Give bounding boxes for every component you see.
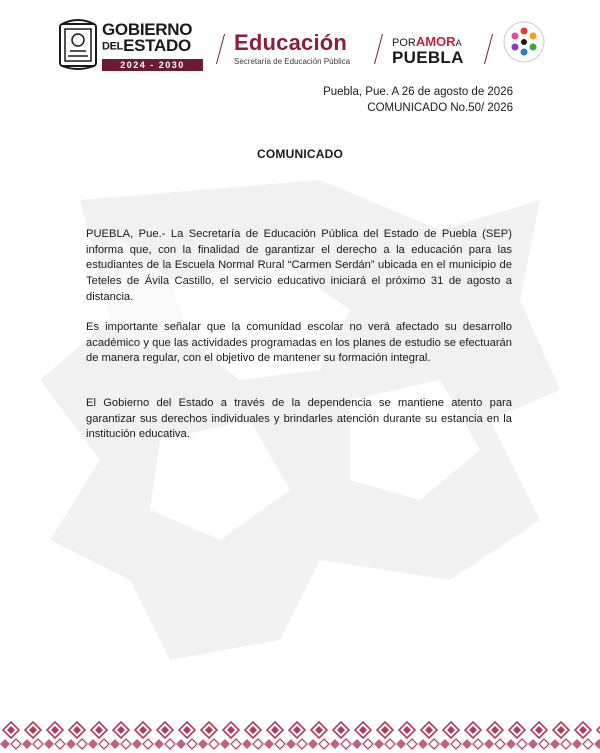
paragraph-3: El Gobierno del Estado a través de la dependencia se mantiene atento para garantizar sus derechos individuales y brindarles atención durante su estancia en la institución educativa. <box>86 397 512 441</box>
comunicado-number: COMUNICADO No.50/ 2026 <box>367 101 513 114</box>
header-separator <box>484 34 494 64</box>
decorative-border-pattern <box>0 718 600 753</box>
header-separator <box>374 34 384 64</box>
gobierno-years: 2024 - 2030 <box>102 59 203 71</box>
educacion-title: Educación <box>234 30 348 55</box>
date-block <box>323 85 513 116</box>
sep-seal-icon <box>502 20 546 64</box>
por-amor-logo <box>392 34 462 49</box>
document-heading: COMUNICADO <box>257 147 343 161</box>
letterhead <box>58 14 548 80</box>
por-text: POR <box>392 37 416 49</box>
amor-text: AMOR <box>415 34 456 49</box>
gobierno-estado: ESTADO <box>123 36 191 55</box>
gobierno-logo-text <box>102 22 192 55</box>
puebla-text: PUEBLA <box>392 48 464 67</box>
gobierno-line1: GOBIERNO <box>102 20 193 39</box>
place-date: Puebla, Pue. A 26 de agosto de 2026 <box>323 86 513 98</box>
a-text: A <box>455 38 462 48</box>
educacion-subtitle: Secretaría de Educación Pública <box>234 57 351 66</box>
state-shield-icon <box>58 18 98 72</box>
paragraph-2: Es importante señalar que la comunidad escolar no verá afectado su desarrollo académico y que las actividades programadas en los planes de estudio se efectuarán de manera regular, con el objetivo de mantener su formación integral. <box>86 321 512 365</box>
header-separator <box>216 34 226 64</box>
gobierno-del: DEL <box>102 40 124 53</box>
paragraph-1: PUEBLA, Pue.- La Secretaría de Educación Pública del Estado de Puebla (SEP) informa que, con la finalidad de garantizar el derecho a la educación para las estudiantes de la Escuela Normal Rural “Carmen Serdán” ubicada en el municipio de Teteles de Ávila Castillo, el servicio educativo iniciará el próximo 31 de agosto a distancia. <box>86 228 512 303</box>
